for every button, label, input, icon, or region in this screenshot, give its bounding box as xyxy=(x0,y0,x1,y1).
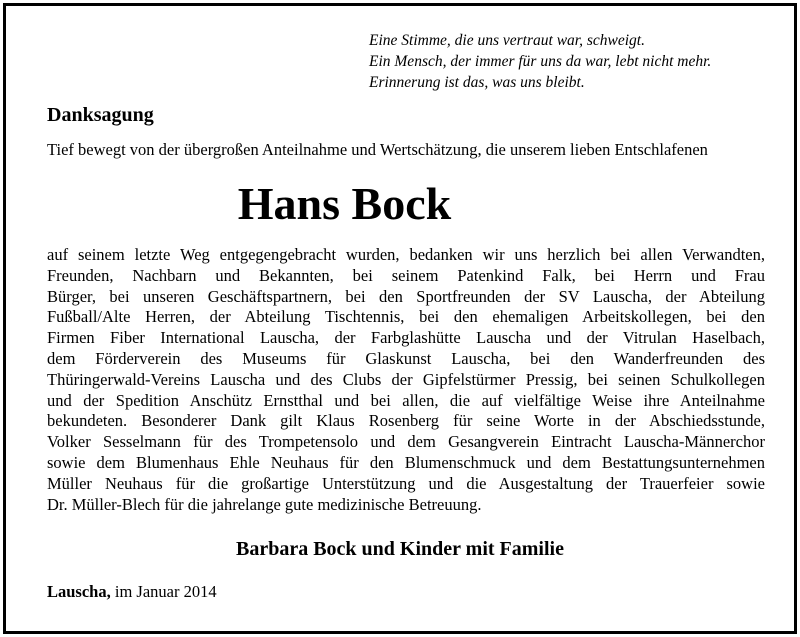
body-line: Freunden, Nachbarn und Bekannten, bei seinem Patenkind Falk, bei Herrn und Frau xyxy=(47,265,765,285)
heading: Danksagung xyxy=(47,104,154,126)
intro-text: Tief bewegt von der übergroßen Anteilnahme und Wertschätzung, die unserem lieben Entschlafenen xyxy=(47,140,708,159)
deceased-name: Hans Bock xyxy=(237,178,452,229)
body-line: Firmen Fiber International Lauscha, der Farbglashütte Lauscha und der Vitrulan Haselbach, xyxy=(47,328,765,348)
body-line: dem Förderverein des Museums für Glaskunst Lauscha, bei den Wanderfreunden des xyxy=(47,348,765,368)
place-name: Lauscha, xyxy=(47,582,111,601)
body-line: Müller Neuhaus für die großartige Unterstützung und die Ausgestaltung der Trauerfeier sowie xyxy=(47,473,765,493)
body-line: auf seinem letzte Weg entgegengebracht wurden, bedanken wir uns herzlich bei allen Verwandten, xyxy=(47,245,765,264)
quote-line: Erinnerung ist das, was uns bleibt. xyxy=(369,74,585,91)
body-line: Volker Sesselmann für des Trompetensolo und dem Gesangverein Eintracht Lauscha-Männerchor xyxy=(47,432,765,452)
body-line: bekundeten. Besonderer Dank gilt Klaus Rosenberg für seine Worte in der Abschiedsstunde, xyxy=(47,411,765,431)
body-line: und der Spedition Anschütz Ernstthal und bei allen, die auf vielfältige Weise ihre Anteilnahme xyxy=(47,390,765,410)
quote-line: Ein Mensch, der immer für uns da war, lebt nicht mehr. xyxy=(369,53,712,70)
date-text: im Januar 2014 xyxy=(114,582,217,601)
body-line: sowie dem Blumenhaus Ehle Neuhaus für den Blumenschmuck und dem Bestattungsunternehmen xyxy=(47,452,765,472)
body-line: Dr. Müller-Blech für die jahrelange gute medizinische Betreuung. xyxy=(47,494,482,514)
place-date xyxy=(47,582,217,602)
signature: Barbara Bock und Kinder mit Familie xyxy=(236,538,564,560)
memorial-quote xyxy=(369,30,711,93)
body-line: Fußball/Alte Herren, der Abteilung Tischtennis, bei den ehemaligen Arbeitskollegen, bei den xyxy=(47,307,765,327)
thanks-body xyxy=(47,245,765,515)
body-line: Thüringerwald-Vereins Lauscha und des Clubs der Gipfelstürmer Pressig, bei seinen Schulkollegen xyxy=(47,369,765,389)
body-line: Bürger, bei unseren Geschäftspartnern, bei den Sportfreunden der SV Lauscha, der Abteilung xyxy=(47,286,765,306)
quote-line: Eine Stimme, die uns vertraut war, schweigt. xyxy=(369,32,645,49)
